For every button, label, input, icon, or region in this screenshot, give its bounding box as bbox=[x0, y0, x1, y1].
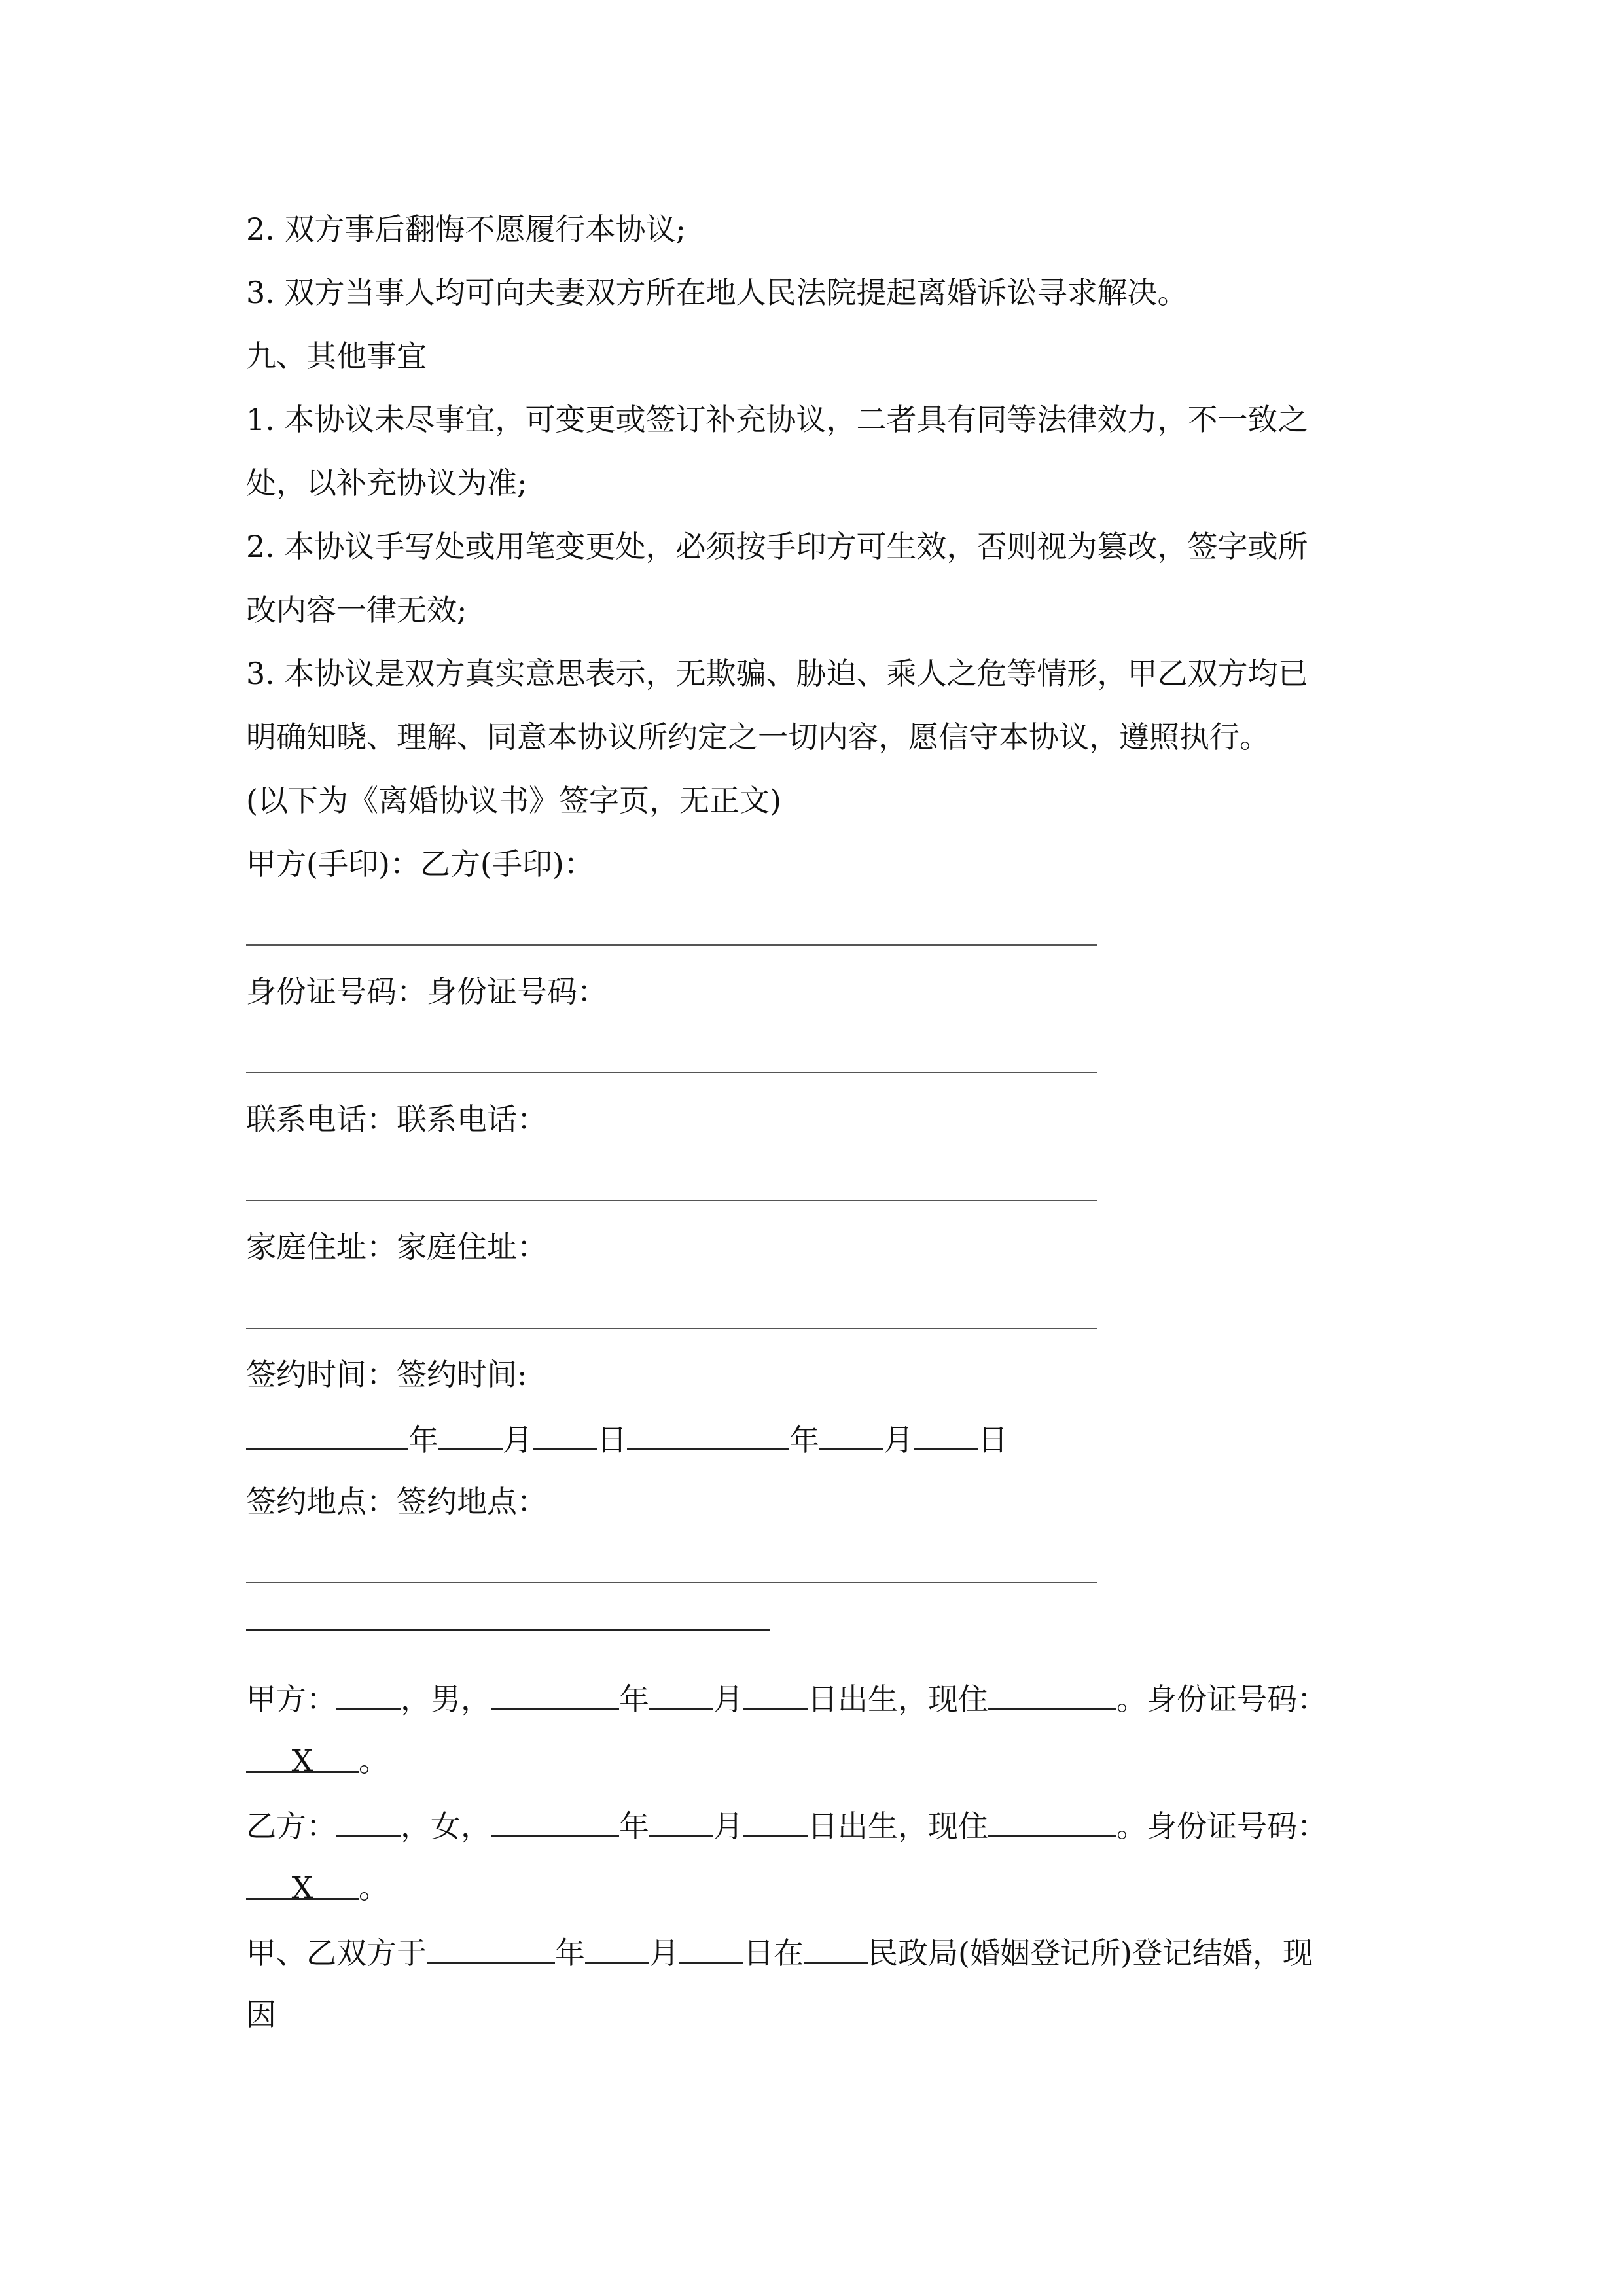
party-a-month-blank[interactable] bbox=[649, 1677, 713, 1710]
month-label-b: 月 bbox=[883, 1422, 914, 1458]
year-blank-b[interactable] bbox=[627, 1418, 789, 1450]
marriage-line bbox=[246, 1931, 1313, 1973]
fingerprint-label: 甲方(手印)：乙方(手印)： bbox=[246, 846, 594, 882]
marriage-day-at: 日在 bbox=[743, 1935, 804, 1971]
text-line-5: 处，以补充协议为准; bbox=[246, 465, 527, 501]
day-blank-a[interactable] bbox=[533, 1418, 597, 1450]
day-label-a: 日 bbox=[597, 1422, 627, 1458]
party-b-year-blank[interactable] bbox=[491, 1804, 619, 1837]
party-a-born: 日出生，现住 bbox=[808, 1681, 988, 1717]
party-a-month: 月 bbox=[713, 1681, 743, 1717]
text-line-6: 2. 本协议手写处或用笔变更处，必须按手印方可生效，否则视为篡改，签字或所 bbox=[246, 529, 1308, 564]
party-a-id-blank[interactable] bbox=[246, 1741, 359, 1778]
party-a-line bbox=[246, 1677, 1327, 1719]
party-b-id-line bbox=[246, 1868, 389, 1907]
party-b-address-blank[interactable] bbox=[988, 1804, 1116, 1837]
marriage-month-blank[interactable] bbox=[585, 1931, 649, 1964]
party-b-born: 日出生，现住 bbox=[808, 1808, 988, 1844]
party-a-id-line bbox=[246, 1741, 389, 1780]
year-label-b: 年 bbox=[789, 1422, 819, 1458]
phone-signature-line[interactable] bbox=[246, 1200, 1097, 1201]
marriage-bureau: 民政局(婚姻登记所) bbox=[868, 1935, 1132, 1971]
text-line-9: 明确知晓、理解、同意本协议所约定之一切内容，愿信守本协议，遵照执行。 bbox=[246, 719, 1270, 755]
party-b-year: 年 bbox=[619, 1808, 649, 1844]
marriage-month: 月 bbox=[649, 1935, 679, 1971]
day-blank-b[interactable] bbox=[914, 1418, 978, 1450]
signing-place-label: 签约地点：签约地点： bbox=[246, 1484, 547, 1519]
year-label-a: 年 bbox=[408, 1422, 438, 1458]
party-b-id-end: 。 bbox=[359, 1870, 389, 1905]
month-label-a: 月 bbox=[503, 1422, 533, 1458]
party-b-day-blank[interactable] bbox=[743, 1804, 808, 1837]
year-blank-a[interactable] bbox=[246, 1418, 408, 1450]
party-a-gender: ，男， bbox=[401, 1681, 491, 1717]
party-b-id-blank[interactable] bbox=[246, 1868, 359, 1905]
day-label-b: 日 bbox=[978, 1422, 1008, 1458]
marriage-year-blank[interactable] bbox=[427, 1931, 555, 1964]
month-blank-a[interactable] bbox=[438, 1418, 503, 1450]
party-b-name-blank[interactable] bbox=[336, 1804, 401, 1837]
party-a-id-value: X bbox=[291, 1743, 313, 1778]
address-label: 家庭住址：家庭住址： bbox=[246, 1229, 547, 1265]
signature-page-note: (以下为《离婚协议书》签字页，无正文) bbox=[246, 783, 781, 818]
party-b-gender: ，女， bbox=[401, 1808, 491, 1844]
marriage-year: 年 bbox=[555, 1935, 585, 1971]
signing-date-line bbox=[246, 1418, 1008, 1460]
id-number-signature-line[interactable] bbox=[246, 1072, 1097, 1073]
section-heading-other-matters: 九、其他事宜 bbox=[246, 338, 427, 374]
marriage-intro: 甲、乙双方于 bbox=[246, 1935, 427, 1971]
party-a-year-blank[interactable] bbox=[491, 1677, 619, 1710]
signing-time-label: 签约时间：签约时间: bbox=[246, 1357, 527, 1392]
id-number-label: 身份证号码：身份证号码： bbox=[246, 974, 607, 1009]
text-line-1: 2. 双方事后翻悔不愿履行本协议; bbox=[246, 211, 687, 247]
party-b-id-value: X bbox=[291, 1870, 313, 1905]
marriage-bureau-blank[interactable] bbox=[804, 1931, 868, 1964]
marriage-day-blank[interactable] bbox=[679, 1931, 743, 1964]
address-signature-line[interactable] bbox=[246, 1328, 1097, 1329]
month-blank-b[interactable] bbox=[819, 1418, 883, 1450]
party-a-label: 甲方： bbox=[246, 1681, 336, 1717]
party-b-month: 月 bbox=[713, 1808, 743, 1844]
phone-label: 联系电话：联系电话： bbox=[246, 1102, 547, 1137]
party-b-label: 乙方： bbox=[246, 1808, 336, 1844]
party-b-id-label: 。身份证号码： bbox=[1116, 1808, 1327, 1844]
text-line-23: 因 bbox=[246, 1997, 276, 2032]
party-a-address-blank[interactable] bbox=[988, 1677, 1116, 1710]
signing-place-signature-line[interactable] bbox=[246, 1582, 1097, 1583]
fingerprint-signature-line[interactable] bbox=[246, 944, 1097, 946]
party-a-id-label: 。身份证号码： bbox=[1116, 1681, 1327, 1717]
marriage-end: 登记结婚，现 bbox=[1132, 1935, 1313, 1971]
text-line-4: 1. 本协议未尽事宜，可变更或签订补充协议，二者具有同等法律效力，不一致之 bbox=[246, 402, 1308, 437]
text-line-2: 3. 双方当事人均可向夫妻双方所在地人民法院提起离婚诉讼寻求解决。 bbox=[246, 275, 1188, 310]
party-a-year: 年 bbox=[619, 1681, 649, 1717]
text-line-7: 改内容一律无效; bbox=[246, 592, 467, 628]
text-line-8: 3. 本协议是双方真实意思表示，无欺骗、胁迫、乘人之危等情形，甲乙双方均已 bbox=[246, 656, 1308, 691]
party-b-line bbox=[246, 1804, 1327, 1846]
party-a-day-blank[interactable] bbox=[743, 1677, 808, 1710]
party-a-id-end: 。 bbox=[359, 1743, 389, 1778]
party-b-month-blank[interactable] bbox=[649, 1804, 713, 1837]
separator-dash-line bbox=[246, 1629, 770, 1631]
party-a-name-blank[interactable] bbox=[336, 1677, 401, 1710]
